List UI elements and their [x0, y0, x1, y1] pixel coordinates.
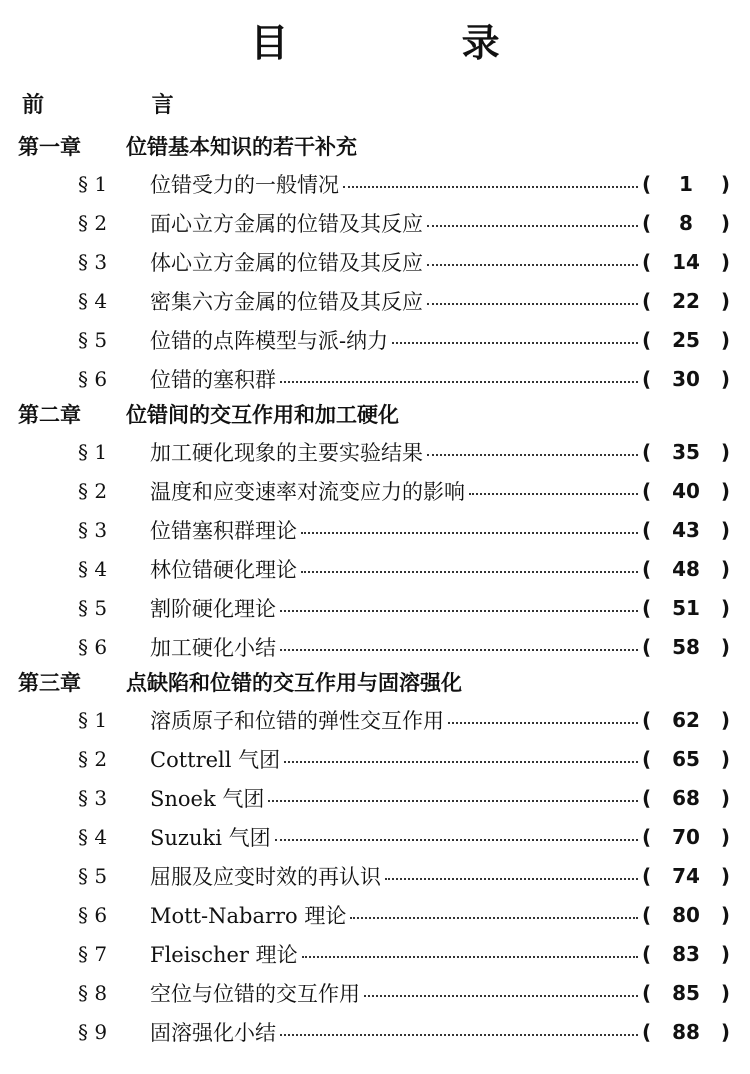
section-title: 加工硬化现象的主要实验结果: [150, 440, 423, 465]
toc-entry[interactable]: [0, 432, 750, 471]
toc-entry[interactable]: [0, 320, 750, 359]
right-paren: ): [720, 366, 730, 391]
left-paren: (: [642, 824, 652, 849]
page-number: [642, 557, 750, 581]
section-number: § 3: [78, 249, 108, 274]
right-paren: ): [720, 863, 730, 888]
page-number-value: 74: [672, 863, 700, 888]
page-number: [642, 747, 750, 771]
right-paren: ): [720, 210, 730, 235]
chapter-number: 第三章: [18, 671, 81, 695]
toc-entry[interactable]: [0, 510, 750, 549]
page-number-value: 40: [672, 478, 700, 503]
section-title: Cottrell 气团: [150, 747, 281, 772]
right-paren: ): [720, 556, 730, 581]
dot-leader: [343, 186, 638, 188]
dot-leader: [392, 342, 638, 344]
page-number: [642, 518, 750, 542]
left-paren: (: [642, 249, 652, 274]
right-paren: ): [720, 902, 730, 927]
toc-entry[interactable]: [0, 549, 750, 588]
right-paren: ): [720, 785, 730, 810]
section-number: § 4: [78, 288, 108, 313]
section-number: § 9: [78, 1019, 108, 1044]
section-number: § 4: [78, 556, 108, 581]
toc-entry[interactable]: [0, 1012, 750, 1051]
dot-leader: [427, 264, 638, 266]
page-number: [642, 981, 750, 1005]
page-number: [642, 635, 750, 659]
section-number: § 6: [78, 634, 108, 659]
page-number-value: 25: [672, 327, 700, 352]
preface-heading: 前 言: [22, 93, 224, 118]
page-number: [642, 328, 750, 352]
section-number: § 2: [78, 210, 108, 235]
dot-leader: [448, 722, 638, 724]
page-number: [642, 903, 750, 927]
section-title: 位错的点阵模型与派-纳力: [150, 328, 389, 353]
right-paren: ): [720, 824, 730, 849]
dot-leader: [301, 571, 638, 573]
right-paren: ): [720, 249, 730, 274]
right-paren: ): [720, 707, 730, 732]
section-number: § 1: [78, 171, 108, 196]
dot-leader: [364, 995, 638, 997]
dot-leader: [302, 956, 638, 958]
section-number: § 3: [78, 785, 108, 810]
page-number-value: 48: [672, 556, 700, 581]
page-number: [642, 211, 750, 235]
right-paren: ): [720, 439, 730, 464]
section-number: § 6: [78, 902, 108, 927]
page-number-value: 65: [672, 746, 700, 771]
section-title: Suzuki 气团: [150, 825, 271, 850]
page-number: [642, 708, 750, 732]
toc-entry[interactable]: [0, 627, 750, 666]
toc-entry[interactable]: [0, 242, 750, 281]
dot-leader: [275, 839, 638, 841]
chapter-number: 第二章: [18, 403, 81, 427]
page-number-value: 30: [672, 366, 700, 391]
right-paren: ): [720, 1019, 730, 1044]
page-number-value: 70: [672, 824, 700, 849]
page-number-value: 80: [672, 902, 700, 927]
page-number: [642, 289, 750, 313]
dot-leader: [427, 303, 638, 305]
dot-leader: [280, 649, 638, 651]
left-paren: (: [642, 288, 652, 313]
left-paren: (: [642, 366, 652, 391]
section-number: § 8: [78, 980, 108, 1005]
right-paren: ): [720, 595, 730, 620]
right-paren: ): [720, 746, 730, 771]
page-number-value: 58: [672, 634, 700, 659]
section-title: 溶质原子和位错的弹性交互作用: [150, 708, 444, 733]
page-number: [642, 596, 750, 620]
dot-leader: [385, 878, 638, 880]
section-title: Fleischer 理论: [150, 942, 298, 967]
chapter-title: 位错间的交互作用和加工硬化: [126, 403, 399, 427]
left-paren: (: [642, 517, 652, 542]
section-title: 屈服及应变时效的再认识: [150, 864, 381, 889]
right-paren: ): [720, 288, 730, 313]
page-number-value: 51: [672, 595, 700, 620]
chapter-heading[interactable]: [0, 130, 750, 164]
section-title: 密集六方金属的位错及其反应: [150, 289, 423, 314]
table-of-contents: [0, 130, 750, 1051]
toc-entry[interactable]: [0, 778, 750, 817]
dot-leader: [284, 761, 638, 763]
section-title: Snoek 气团: [150, 786, 265, 811]
page-number: [642, 942, 750, 966]
toc-entry[interactable]: [0, 973, 750, 1012]
left-paren: (: [642, 327, 652, 352]
section-title: 位错的塞积群: [150, 367, 276, 392]
section-title: 体心立方金属的位错及其反应: [150, 250, 423, 275]
section-number: § 7: [78, 941, 108, 966]
page-number: [642, 440, 750, 464]
page-number: [642, 367, 750, 391]
toc-entry[interactable]: [0, 856, 750, 895]
left-paren: (: [642, 746, 652, 771]
left-paren: (: [642, 707, 652, 732]
toc-entry[interactable]: [0, 471, 750, 510]
page-number: [642, 172, 750, 196]
dot-leader: [350, 917, 638, 919]
left-paren: (: [642, 556, 652, 581]
section-number: § 5: [78, 863, 108, 888]
section-number: § 2: [78, 478, 108, 503]
chapter-title: 点缺陷和位错的交互作用与固溶强化: [126, 671, 462, 695]
left-paren: (: [642, 863, 652, 888]
page-number-value: 88: [672, 1019, 700, 1044]
right-paren: ): [720, 980, 730, 1005]
page-number-value: 22: [672, 288, 700, 313]
section-title: 位错塞积群理论: [150, 518, 297, 543]
page-number-value: 14: [672, 249, 700, 274]
page-number-value: 62: [672, 707, 700, 732]
dot-leader: [280, 381, 638, 383]
chapter-title: 位错基本知识的若干补充: [126, 135, 357, 159]
right-paren: ): [720, 517, 730, 542]
left-paren: (: [642, 980, 652, 1005]
page-number-value: 8: [679, 210, 693, 235]
section-number: § 2: [78, 746, 108, 771]
left-paren: (: [642, 478, 652, 503]
left-paren: (: [642, 439, 652, 464]
left-paren: (: [642, 634, 652, 659]
right-paren: ): [720, 171, 730, 196]
left-paren: (: [642, 785, 652, 810]
section-title: 空位与位错的交互作用: [150, 981, 360, 1006]
page-number: [642, 1020, 750, 1044]
toc-entry[interactable]: [0, 281, 750, 320]
page-number-value: 83: [672, 941, 700, 966]
dot-leader: [280, 1034, 638, 1036]
chapter-heading[interactable]: [0, 398, 750, 432]
section-number: § 1: [78, 707, 108, 732]
left-paren: (: [642, 941, 652, 966]
section-title: Mott-Nabarro 理论: [150, 903, 347, 928]
section-number: § 5: [78, 595, 108, 620]
toc-entry[interactable]: [0, 164, 750, 203]
section-title: 固溶强化小结: [150, 1020, 276, 1045]
toc-entry[interactable]: [0, 359, 750, 398]
section-number: § 1: [78, 439, 108, 464]
dot-leader: [427, 454, 638, 456]
dot-leader: [268, 800, 638, 802]
right-paren: ): [720, 634, 730, 659]
left-paren: (: [642, 210, 652, 235]
section-title: 割阶硬化理论: [150, 596, 276, 621]
toc-entry[interactable]: [0, 700, 750, 739]
page-number: [642, 825, 750, 849]
toc-entry[interactable]: [0, 934, 750, 973]
toc-entry[interactable]: [0, 739, 750, 778]
page-number-value: 85: [672, 980, 700, 1005]
right-paren: ): [720, 941, 730, 966]
section-number: § 4: [78, 824, 108, 849]
left-paren: (: [642, 171, 652, 196]
page-number-value: 35: [672, 439, 700, 464]
page-number-value: 43: [672, 517, 700, 542]
section-number: § 3: [78, 517, 108, 542]
section-number: § 6: [78, 366, 108, 391]
page-number: [642, 864, 750, 888]
toc-entry[interactable]: [0, 895, 750, 934]
right-paren: ): [720, 327, 730, 352]
toc-entry[interactable]: [0, 817, 750, 856]
dot-leader: [427, 225, 638, 227]
section-title: 加工硬化小结: [150, 635, 276, 660]
section-title: 位错受力的一般情况: [150, 172, 339, 197]
right-paren: ): [720, 478, 730, 503]
chapter-number: 第一章: [18, 135, 81, 159]
chapter-heading[interactable]: [0, 666, 750, 700]
section-title: 面心立方金属的位错及其反应: [150, 211, 423, 236]
page-number: [642, 479, 750, 503]
section-number: § 5: [78, 327, 108, 352]
left-paren: (: [642, 902, 652, 927]
page-number-value: 68: [672, 785, 700, 810]
left-paren: (: [642, 1019, 652, 1044]
page-number: [642, 250, 750, 274]
toc-entry[interactable]: [0, 203, 750, 242]
dot-leader: [469, 493, 638, 495]
section-title: 林位错硬化理论: [150, 557, 297, 582]
page-number-value: 1: [679, 171, 693, 196]
dot-leader: [280, 610, 638, 612]
section-title: 温度和应变速率对流变应力的影响: [150, 479, 465, 504]
page-number: [642, 786, 750, 810]
dot-leader: [301, 532, 638, 534]
left-paren: (: [642, 595, 652, 620]
page-title: 目 录: [250, 21, 580, 65]
toc-entry[interactable]: [0, 588, 750, 627]
